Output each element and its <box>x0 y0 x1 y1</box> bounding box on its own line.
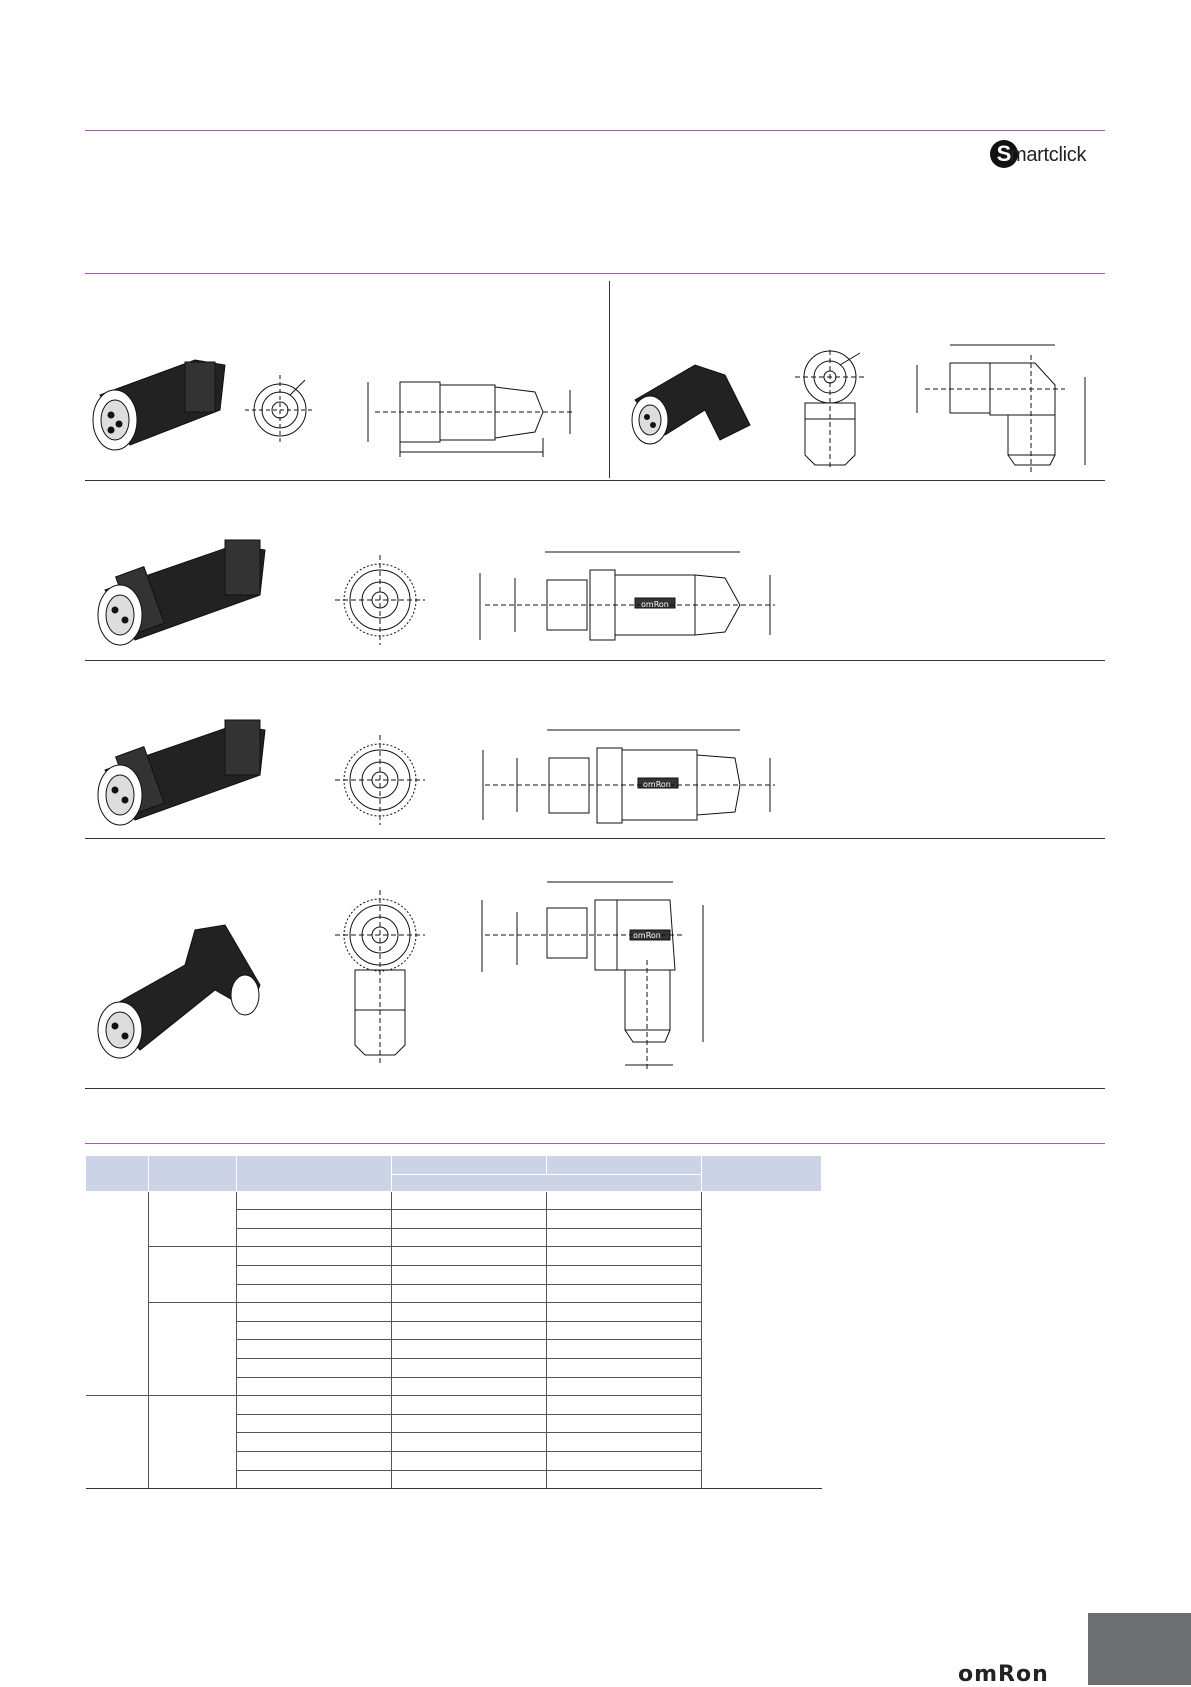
straight-large-drawing-1 <box>85 530 785 650</box>
table-cell <box>236 1414 391 1433</box>
table-cell <box>236 1433 391 1452</box>
table-cell <box>391 1451 547 1470</box>
table-cell <box>547 1303 702 1322</box>
side-view-drawing <box>480 552 775 640</box>
table-cell <box>391 1396 547 1415</box>
table-cell <box>547 1470 702 1489</box>
smartclick-s-icon: S <box>990 140 1018 168</box>
table-cell <box>236 1340 391 1359</box>
header-rule <box>85 130 1105 131</box>
column-divider <box>609 281 610 478</box>
table-cell <box>547 1358 702 1377</box>
section-rule-ordering <box>85 1143 1105 1144</box>
table-cell <box>236 1247 391 1266</box>
side-view-drawing <box>482 882 703 1070</box>
front-view-drawing <box>245 375 315 445</box>
table-header-cell <box>236 1156 391 1192</box>
table-cell <box>391 1340 547 1359</box>
table-cell <box>391 1433 547 1452</box>
table-cell <box>547 1414 702 1433</box>
table-cell <box>702 1191 822 1489</box>
table-cell <box>236 1303 391 1322</box>
table-cell <box>547 1247 702 1266</box>
table-header-cell <box>86 1156 149 1192</box>
table-cell <box>148 1396 236 1489</box>
table-cell <box>236 1228 391 1247</box>
table-cell <box>547 1396 702 1415</box>
table-cell <box>391 1358 547 1377</box>
table-cell <box>236 1321 391 1340</box>
row-divider-3 <box>85 838 1105 839</box>
table-cell <box>236 1396 391 1415</box>
table-cell <box>547 1340 702 1359</box>
row-divider-1 <box>85 480 1105 481</box>
table-cell <box>547 1321 702 1340</box>
table-cell <box>547 1228 702 1247</box>
table-cell <box>236 1358 391 1377</box>
row-divider-4 <box>85 1088 1105 1089</box>
table-cell <box>547 1284 702 1303</box>
table-cell <box>547 1265 702 1284</box>
table-cell <box>148 1191 236 1247</box>
table-cell <box>86 1191 149 1396</box>
straight-large-drawing-2 <box>85 710 785 830</box>
table-cell <box>391 1265 547 1284</box>
table-header-cell <box>547 1156 702 1175</box>
table-cell <box>86 1396 149 1489</box>
section-rule-dimensions <box>85 273 1105 274</box>
table-cell <box>391 1470 547 1489</box>
connector-straight-illustration <box>98 540 265 645</box>
table-cell <box>391 1321 547 1340</box>
table-cell <box>236 1284 391 1303</box>
table-cell <box>236 1265 391 1284</box>
table-cell <box>148 1303 236 1396</box>
connector-straight-illustration <box>98 720 265 825</box>
table-cell <box>391 1247 547 1266</box>
table-cell <box>236 1451 391 1470</box>
table-cell <box>236 1377 391 1396</box>
front-view-drawing <box>795 350 865 470</box>
table-cell <box>391 1228 547 1247</box>
table-cell <box>547 1191 702 1210</box>
front-view-drawing <box>335 555 425 645</box>
table-header-cell <box>391 1174 702 1191</box>
table-cell <box>391 1377 547 1396</box>
table-header-cell <box>391 1156 547 1175</box>
omron-footer-logo: omRon <box>958 1662 1049 1687</box>
table-cell <box>547 1210 702 1229</box>
ordering-table <box>85 1155 822 1489</box>
side-view-drawing <box>368 382 575 457</box>
omron-marking: omRon <box>633 931 661 940</box>
table-header-row <box>86 1156 822 1175</box>
side-view-drawing <box>483 730 775 823</box>
omron-marking: omRon <box>643 780 671 789</box>
table-cell <box>391 1284 547 1303</box>
table-cell <box>391 1210 547 1229</box>
side-view-drawing <box>917 345 1085 473</box>
table-cell <box>391 1414 547 1433</box>
table-cell <box>391 1303 547 1322</box>
table-cell <box>236 1191 391 1210</box>
table-header-cell <box>702 1156 822 1192</box>
front-view-drawing <box>335 890 425 1065</box>
table-cell <box>236 1470 391 1489</box>
row-divider-2 <box>85 660 1105 661</box>
table-header-cell <box>148 1156 236 1192</box>
table-cell <box>391 1191 547 1210</box>
right-angle-large-drawing <box>85 870 725 1070</box>
connector-right-angle-illustration <box>98 925 260 1058</box>
straight-small-drawing <box>85 340 605 470</box>
smartclick-logo <box>990 140 1105 174</box>
table-cell <box>148 1247 236 1303</box>
page-tab <box>1088 1613 1191 1685</box>
table-cell <box>547 1377 702 1396</box>
connector-right-angle-illustration <box>632 365 750 444</box>
right-angle-small-drawing <box>625 335 1105 475</box>
table-cell <box>547 1451 702 1470</box>
omron-marking: omRon <box>641 600 669 609</box>
table-cell <box>236 1210 391 1229</box>
table-row <box>86 1191 822 1210</box>
smartclick-logo-text: martclick <box>1010 144 1087 166</box>
table-cell <box>547 1433 702 1452</box>
connector-straight-illustration <box>93 360 225 450</box>
front-view-drawing <box>335 735 425 825</box>
